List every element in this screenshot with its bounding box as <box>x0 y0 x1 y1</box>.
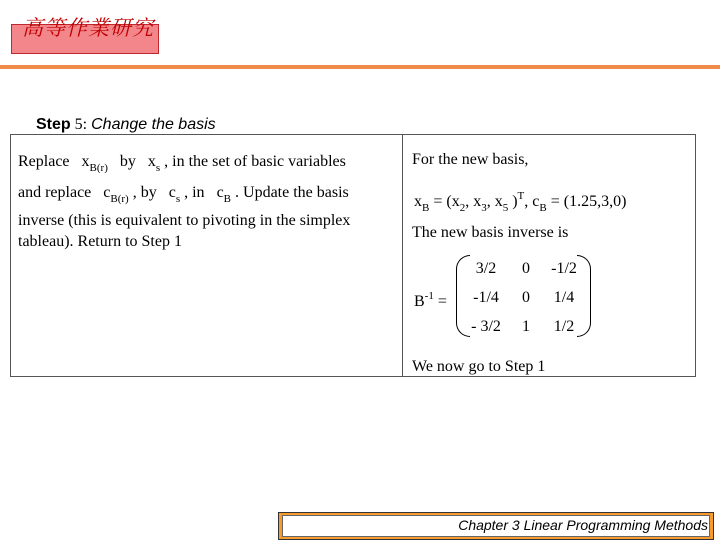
matrix-cell: 0 <box>522 289 530 306</box>
right-line-3: The new basis inverse is <box>412 224 569 241</box>
right-line-2: $x_B = (x_2$, $x_3$, $x_5$ )$^T$, $c_B = (1.25,3,0)$ <box>414 190 627 214</box>
matrix-cell: 1/2 <box>553 318 575 335</box>
header-title: 高等作業研究 <box>22 16 154 40</box>
left-line-3: inverse (this is equivalent to pivoting in the simplex <box>18 212 351 229</box>
matrix-cell: 1 <box>522 318 530 335</box>
step-label: Step <box>36 116 71 133</box>
matrix-cell: - 3/2 <box>471 318 501 335</box>
matrix-cell: 1/4 <box>553 289 575 306</box>
matrix-cell: 3/2 <box>475 260 497 277</box>
step-heading <box>36 116 216 134</box>
right-line-1: For the new basis, <box>412 151 529 168</box>
header-rule <box>0 65 720 69</box>
matrix-label: $B^{-1}$ = <box>414 290 447 310</box>
footer-chapter-title: Chapter 3 Linear Programming Methods <box>458 517 708 533</box>
step-title: Change the basis <box>91 116 216 133</box>
matrix-cell: -1/4 <box>473 289 499 306</box>
step-number: 5: <box>74 116 88 133</box>
matrix-cell: 0 <box>522 260 530 277</box>
matrix-cell: -1/2 <box>551 260 577 277</box>
left-line-1: Replace $x_{B(r)}$ by $x_s$ , in the set of basic variables <box>18 153 346 174</box>
left-line-4: tableau). Return to Step 1 <box>18 233 182 250</box>
left-line-2: and replace $c_{B(r)}$ , by $c_s$ , in $c_B$ . Update the basis <box>18 184 349 205</box>
right-line-4: We now go to Step 1 <box>412 358 546 375</box>
table-divider <box>402 134 403 377</box>
